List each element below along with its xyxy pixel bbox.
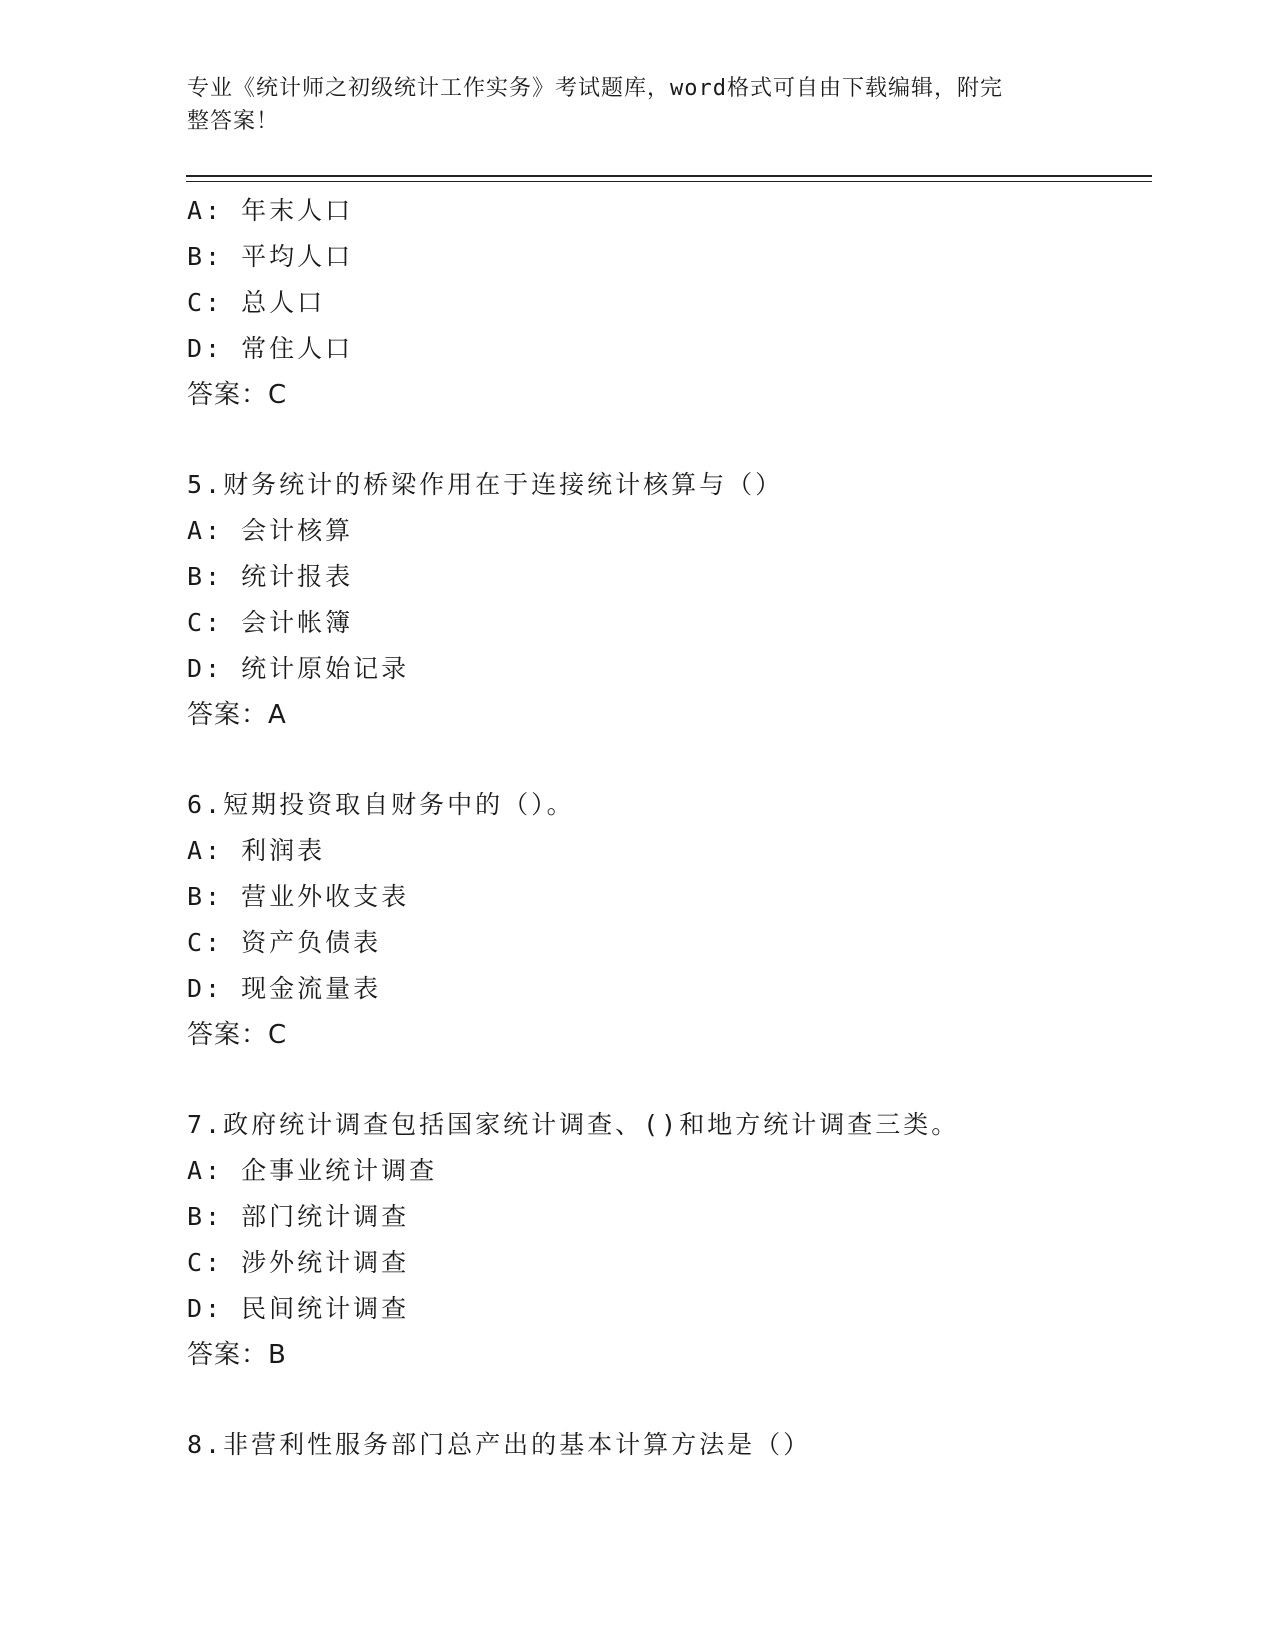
- option-a: A: 企事业统计调查: [187, 1156, 438, 1185]
- option-c: C: 总人口: [187, 288, 326, 317]
- option-c: C: 涉外统计调查: [187, 1248, 410, 1277]
- option-d: D: 现金流量表: [187, 974, 382, 1003]
- question-block-5: [187, 462, 1147, 738]
- question-text: 5.财务统计的桥梁作用在于连接统计核算与（）: [187, 470, 784, 499]
- option-d: D: 统计原始记录: [187, 654, 410, 683]
- header-divider-thick: [186, 175, 1152, 177]
- question-block-8: [187, 1422, 1147, 1468]
- option-a: A: 利润表: [187, 836, 326, 865]
- header-divider-thin: [186, 181, 1152, 182]
- option-d: D: 民间统计调查: [187, 1294, 410, 1323]
- option-b: B: 部门统计调查: [187, 1202, 410, 1231]
- answer-line: 答案：C: [187, 380, 288, 410]
- question-text: 8.非营利性服务部门总产出的基本计算方法是（）: [187, 1430, 812, 1459]
- answer-line: 答案：B: [187, 1340, 287, 1370]
- header-line-2: 整答案！: [187, 109, 280, 134]
- question-block-6: [187, 782, 1147, 1058]
- document-header: [187, 72, 1087, 138]
- option-b: B: 营业外收支表: [187, 882, 410, 911]
- question-text: 7.政府统计调查包括国家统计调查、()和地方统计调查三类。: [187, 1110, 960, 1139]
- answer-line: 答案：A: [187, 700, 287, 730]
- question-text: 6.短期投资取自财务中的（）。: [187, 790, 575, 819]
- option-b: B: 平均人口: [187, 242, 354, 271]
- option-b: B: 统计报表: [187, 562, 354, 591]
- option-d: D: 常住人口: [187, 334, 354, 363]
- header-line-1: 专业《统计师之初级统计工作实务》考试题库，word格式可自由下载编辑，附完: [187, 76, 1003, 101]
- answer-line: 答案：C: [187, 1020, 288, 1050]
- option-c: C: 资产负债表: [187, 928, 382, 957]
- option-a: A: 会计核算: [187, 516, 354, 545]
- question-list: [187, 188, 1147, 1468]
- option-a: A: 年末人口: [187, 196, 354, 225]
- question-block-7: [187, 1102, 1147, 1378]
- question-block-4: [187, 188, 1147, 418]
- option-c: C: 会计帐簿: [187, 608, 354, 637]
